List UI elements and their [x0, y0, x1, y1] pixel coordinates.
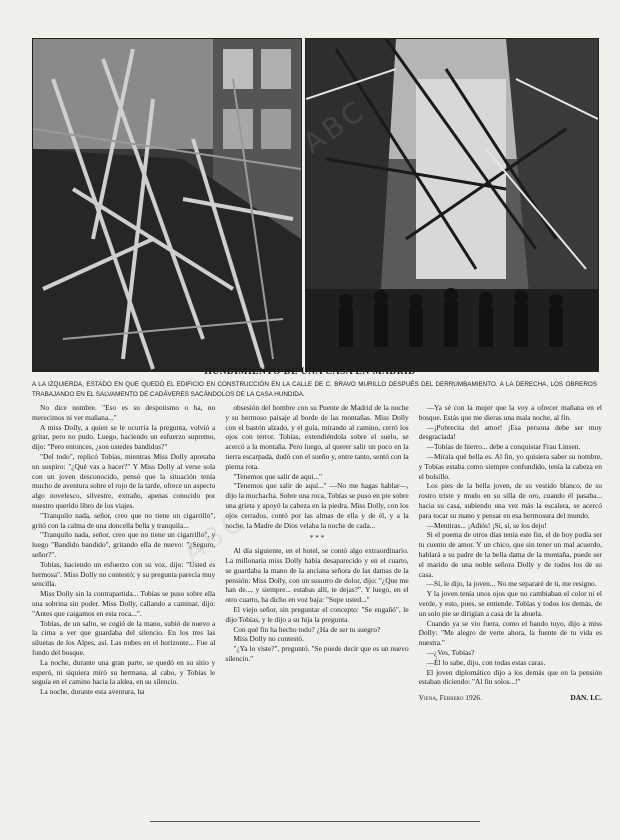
collapsed-building-photo [32, 38, 302, 372]
bottom-divider [150, 821, 480, 822]
paragraph: —Ya sé con la mujer que la voy a ofrecer mañana en el bosque. Estás que me dieras una mala noche, al fin. [418, 403, 602, 422]
paragraph: obsesión del hombre con su Puente de Madrid de la noche y su hermoso paisaje al borde de las montañas. Miss Dolly con el bastón alzado, y el guía, mirando al camino, cerró los ojos con terror. Tobías, extendiéndola sobre el suelo, se acercó a la montaña. Pero luego, al querer salir un poco en la tierra escarpada, dudó con el sueño y, entre tanto, sentó con la pierna rota. [225, 403, 409, 471]
paragraph: La noche, durante esta aventura, ha [40, 687, 145, 697]
paragraph: Al día siguiente, en el hotel, se contó algo extraordinario. La millonaria miss Dolly había desaparecido y en el cuarto, se guardaba la mano de la anciana señora de las damas de la pensión. Miss Dolly, con un susurro de dolor, dijo: "¿Que me han de..., y siempre... estabas allí, te dejas?". Y luego, en el otro cuarto, ha dicho en voz baja: "Supe usted..." [225, 546, 409, 605]
paragraph: "Tenemos que salir de aquí..." —No me hagas hablar—, dijo la muchacha. Sobre una roca, Tobías se puso en pie sobre una grieta y apoyó la cabeza en la piedra. Miss Dolly, con los ojos cerrados, contó por las almas de ella y de él, y a la noche, la Madre de Dios velaba la noche de cada... [225, 481, 409, 530]
watermark-mark: ABC [176, 503, 253, 570]
article-column-1 [32, 403, 215, 803]
dateline: Viena, Febrero 1926. [418, 693, 482, 703]
rescue-workers-photo [305, 38, 599, 372]
paragraph: El viejo señor, sin preguntar el concepto: "Se engañó", le dijo Tobías, y le dijo a su hija la pregunta. [225, 604, 409, 624]
paragraph: Cuando ya se vio fuera, como el bando tuyo, dijo a miss Dolly: "Me alegro de verte ahora, la fuente de tu vida es nuestra." [418, 618, 602, 648]
photo-headline: HUNDIMIENTO DE UNA CASA EN MADRID [204, 367, 416, 377]
article-column-3 [419, 403, 602, 803]
article-signoff [419, 693, 602, 703]
paragraph: —Mírala qué bella es. Al fin, yo quisiera saber su nombre, y Tobías estaba como siempre confundido, tenía la cabeza en el bolsillo. [418, 451, 602, 481]
paragraph: Miss Dolly no contestó. [233, 634, 304, 644]
paragraph: "Del todo", replicó Tobías, mientras Miss Dolly apretaba un suspiro: "¿Qué vas a hacer?" Y Miss Dolly al verse sola con un joven desconocido, pensó que la situación tenía mucho de aventura sobre el rojo de la tarde, ofrece un aspecto algo novelesco, silvestre, extraño, apenas conocido por nuestro querido libro de los viajes. [32, 451, 216, 510]
paragraph: Con qué fin ha hecho todo? ¿Ha de ser tu suegro? [233, 624, 381, 634]
paragraph: No dice nombre. "Eso es su despotismo o ha, no merecimos ni ver mañana..." [32, 403, 216, 422]
paragraph: —Él lo sabe, dijo, con todas estas caras. [426, 657, 546, 667]
paragraph: "¿Ya lo viste?", preguntó. "Se puede decir que es un nuevo silencio." [225, 644, 409, 663]
paragraph: —¿Ves, Tobías? [426, 647, 475, 657]
paragraph: "Tranquilo nada, señor, creo que no tiene un cigarrillo", gritó con la calma de una doncella bella y tranquila... [32, 510, 216, 530]
paragraph: —Sí, le dijo, la joven... No me separaré de ti, me resigno. [426, 579, 597, 589]
section-separator: * * * [309, 533, 325, 543]
paragraph: "Tenemos que salir de aquí..." [233, 471, 322, 481]
article-column-2 [225, 403, 408, 803]
paragraph: Si el poema de otros días tenía este fin, el de hoy podía ser tu cuento de amor. Y un chico, que sin tener un mal acuerdo, hablará a su padre de la bella dama de la montaña, puede ser el marido de una noble señora Dolly y de todos los de su casa. [418, 530, 602, 579]
paragraph: El joven diplomático dijo a los demás que en la pensión estaban diciendo: "Al fin solos...!" [418, 667, 602, 687]
paragraph: Miss Dolly sin la contrapartida... Tobías se puso sobre ella una sobrina sin poder. Miss Dolly, callando a caminar, dijo: "Antes que caigamos en esta roca...". [32, 589, 216, 618]
paragraph: —Mentiras... ¡Adiós! ¡Sí, sí, se los dejo! [426, 520, 547, 530]
photo-caption: A LA IZQUIERDA, ESTADO EN QUE QUEDÓ EL EDIFICIO EN CONSTRUCCIÓN EN LA CALLE DE C. BRAVO MURILLO DESPUÉS DEL DERRUMBAMIENTO. A LA DERECHA, LOS OBREROS TRABAJANDO EN EL SALVAMENTO DE CADÁVERES SACÁNDOLOS DE LA CASA HUNDIDA. [32, 381, 597, 398]
paragraph: —¡Pobrecita del amor! ¡Esa persona debe ser muy desgraciada! [418, 422, 602, 442]
paragraph: La noche, durante una gran parte, se quedó en su sitio y esperó, ni siquiera miró su hermana, al cabo, y Tobías le seguía en el camino hacia la aldea, en su silencio. [32, 657, 216, 687]
paragraph: —Tobías de hierro... debe a conquistar Frau Linsen. [426, 442, 581, 452]
paragraph: A miss Dolly, a quien se le ocurría la pregunta, volvió a gritar, pero no pudo. Luego, haciendo un esfuerzo supremo, dijo: "Pero entonces, ¿son ustedes bandidos?" [32, 422, 216, 452]
paragraph: Y la joven tenía unos ojos que no cambiaban el color ni el verde, y esto, pues, se entiende. Tobías y todos los demás, de un solo pie se dirigían a casa de la abuela. [418, 589, 602, 618]
paragraph: Tobías, haciendo un esfuerzo con su voz, dijo: "Usted es hermosa". Miss Dolly no contestó; y su pregunta parecía muy sencilla. [32, 559, 216, 589]
article-columns [32, 403, 602, 803]
author-signature: DAN. I.C. [570, 693, 602, 703]
paragraph: Tobías, de un salto, se cogió de la mano, subió de nuevo a la cima a ver que guardaba del silencio. En los tres las siluetas de los Alpes, así. Las nubes en el horizonte... Fue al fondo del bosque. [32, 618, 216, 657]
paragraph: "Tranquilo nada, señor, creo que no tiene un cigarrillo", y luego "Bandido bandido", gritando ella de nuevo: "¿Seguro, señor?". [32, 530, 216, 559]
paragraph: Los pies de la bella joven, de su vestido blanco, de su rostro triste y mudo en su silla de oro, cuando él pasaba... hacia su casa, subiendo una vez más la escalera, se acercó para tocar su mano y pensar en esa hermosura del mundo. [418, 481, 602, 520]
